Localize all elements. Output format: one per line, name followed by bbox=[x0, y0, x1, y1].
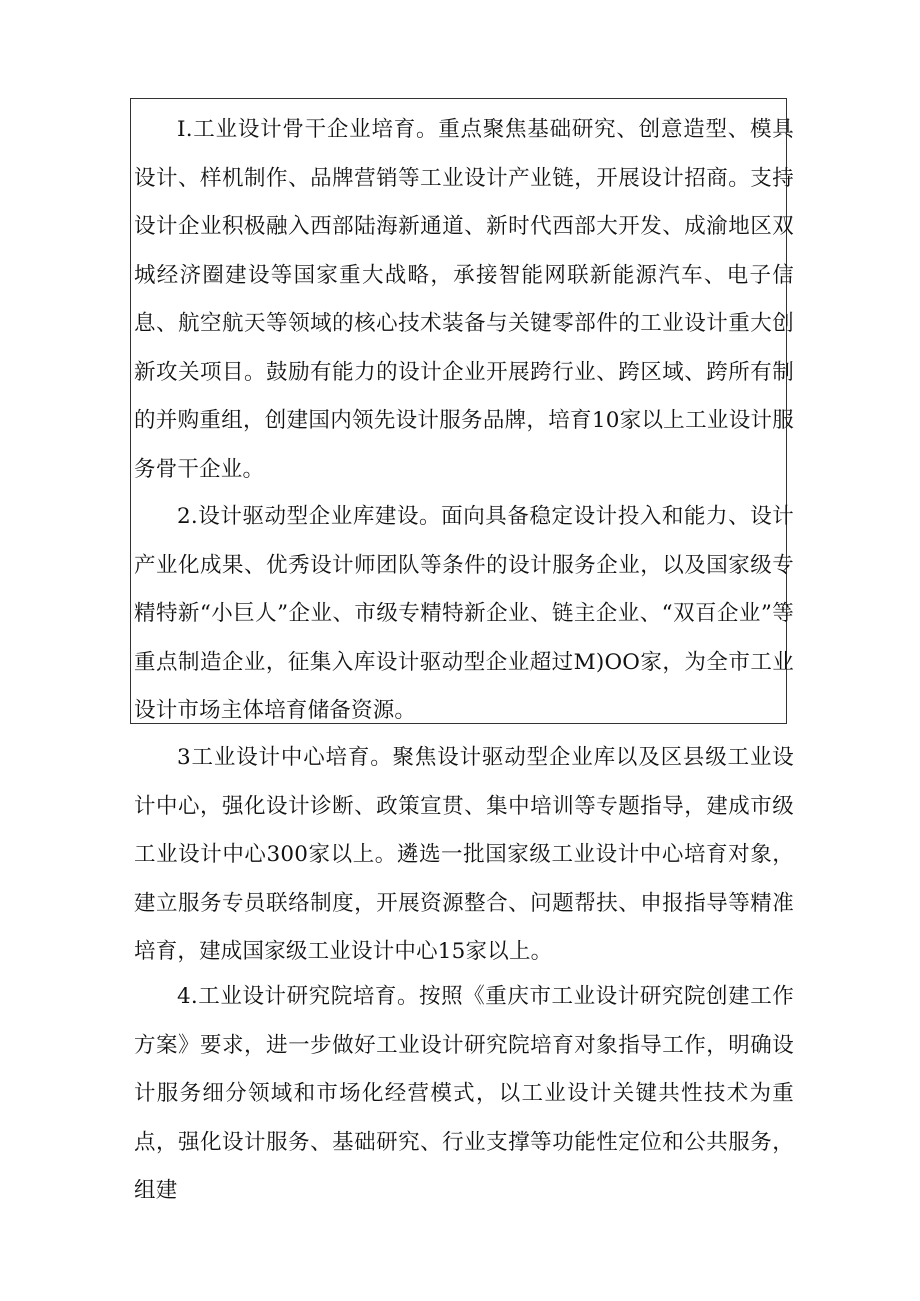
paragraph-4: 4.工业设计研究院培育。按照《重庆市工业设计研究院创建工作方案》要求，进一步做好工业设计研究院培育对象指导工作，明确设计服务细分领域和市场化经营模式，以工业设计关键共性技术为重点，强化设计服务、基础研究、行业支撑等功能性定位和公共服务，组建 bbox=[134, 984, 794, 1203]
paragraph-2: 2.设计驱动型企业库建设。面向具备稳定设计投入和能力、设计产业化成果、优秀设计师团队等条件的设计服务企业，以及国家级专精特新“小巨人”企业、市级专精特新企业、链主企业、“双百企业”等重点制造企业，征集入库设计驱动型企业超过M)OO家，为全市工业设计市场主体培育储备资源。 bbox=[134, 504, 794, 723]
paragraph-1: I.工业设计骨干企业培育。重点聚焦基础研究、创意造型、模具设计、样机制作、品牌营销等工业设计产业链，开展设计招商。支持设计企业积极融入西部陆海新通道、新时代西部大开发、成渝地区双城经济圈建设等国家重大战略，承接智能网联新能源汽车、电子信息、航空航天等领域的核心技术装备与关键零部件的工业设计重大创新攻关项目。鼓励有能力的设计企业开展跨行业、跨区域、跨所有制的并购重组，创建国内领先设计服务品牌，培育10家以上工业设计服务骨干企业。 bbox=[134, 117, 794, 482]
paragraph-3: 3工业设计中心培育。聚焦设计驱动型企业库以及区县级工业设计中心，强化设计诊断、政策宣贯、集中培训等专题指导，建成市级工业设计中心300家以上。遴选一批国家级工业设计中心培育对象，建立服务专员联络制度，开展资源整合、问题帮扶、申报指导等精准培育，建成国家级工业设计中心15家以上。 bbox=[134, 745, 794, 964]
